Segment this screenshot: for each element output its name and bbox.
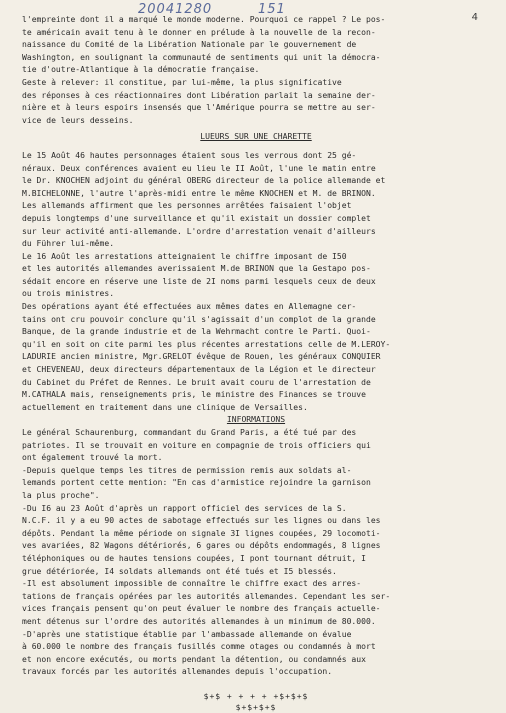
text-line: ou trois ministres. [22, 289, 115, 299]
section-informations [22, 427, 490, 679]
text-line: Le général Schaurenburg, commandant du Grand Paris, a été tué par des [22, 428, 357, 437]
text-line: Des opérations ayant été effectuées aux mêmes dates en Allemagne cer- [22, 302, 357, 312]
text-line: qu'il en soit on cite parmi les plus récentes arrestations celle de M.LEROY- [22, 339, 391, 349]
page-number: 4 [471, 12, 478, 23]
text-line: M.CATHALA mais, renseignements pris, le ministre des Finances se trouve [22, 390, 366, 400]
closing-separator [22, 691, 490, 713]
text-line: à 60.000 le nombre des français fusillés comme otages ou condamnés à mort [22, 642, 376, 652]
text-line: travaux forcés par les autorités allemandes depuis l'occupation. [22, 667, 333, 677]
section-arrests [22, 150, 490, 414]
text-line: ves avariées, 82 Wagons détériorés, 6 gares ou dépôts endommagés, 8 lignes [22, 541, 381, 551]
text-line: te américain avait tenu à le donner en prélude à la nouvelle de la recon- [22, 27, 376, 37]
text-line: Geste à relever: il constitue, par lui-même, la plus significative [22, 77, 342, 87]
text-line: le Dr. KNOCHEN adjoint du général OBERG directeur de la police allemande et [22, 176, 386, 186]
text-line: lemands portent cette mention: "En cas d'armistice rejoindre la garnison [22, 478, 371, 488]
text-line: -D'après une statistique établie par l'ambassade allemande on évalue [22, 629, 352, 639]
handwritten-folio-number: 151 [258, 2, 286, 17]
text-line: ment détenus sur l'ordre des autorités allemandes à un minimum de 80.000. [22, 616, 376, 626]
handwritten-archive-number: 20041280 [138, 2, 213, 17]
text-line: sédait encore en réserve une liste de 2I noms parmi lesquels ceux de deux [22, 276, 376, 286]
text-line: et les autorités allemandes averissaient M.de BRINON que la Gestapo pos- [22, 264, 371, 274]
separator-line: $+$ + + + + +$+$+$ [203, 691, 309, 701]
text-line: naissance du Comité de la Libération Nationale par le gouvernement de [22, 40, 357, 50]
text-line: vice de leurs desseins. [22, 115, 134, 125]
heading-informations: INFORMATIONS [226, 415, 286, 425]
text-line: néraux. Deux conférences avaient eu lieu le II Août, l'une le matin entre [22, 163, 376, 173]
text-line: sur leur activité anti-allemande. L'ordre d'arrestation venait d'ailleurs [22, 226, 376, 236]
text-line: -Du I6 au 23 Août d'après un rapport officiel des services de la S. [22, 503, 347, 513]
text-line: l'empreinte dont il a marqué le monde moderne. Pourquoi ce rappel ? Le pos- [22, 15, 386, 24]
text-line: tie d'outre-Atlantique à la démocratie française. [22, 65, 260, 75]
separator-line: $+$+$+$ [235, 702, 277, 712]
text-line: N.C.F. il y a eu 90 actes de sabotage effectués sur les lignes ou dans les [22, 516, 381, 526]
heading-lueurs-sur-une-charette: LUEURS SUR UNE CHARETTE [200, 132, 312, 142]
text-line: Banque, de la grande industrie et de la Wehrmacht contre le Parti. Quoi- [22, 327, 371, 337]
text-line: ont également trouvé la mort. [22, 453, 163, 463]
text-line: Le 16 Août les arrestations atteignaient le chiffre imposant de I50 [22, 251, 347, 261]
text-line: Washington, en soulignant la communauté de sentiments qui unit la démocra- [22, 52, 381, 62]
text-line: la plus proche". [22, 490, 100, 500]
text-line: tains ont cru pouvoir conclure qu'il s'agissait d'un complot de la grande [22, 314, 376, 324]
text-line: depuis longtemps d'une surveillance et qu'il existait un dossier complet [22, 213, 371, 223]
text-line: actuellement en traitement dans une clinique de Versailles. [22, 402, 308, 412]
text-line: grue détériorée, I4 soldats allemands ont été tués et I5 blessés. [22, 566, 337, 576]
section-editorial [22, 14, 490, 127]
text-line: Les allemands affirment que les personnes arrêtées faisaient l'objet [22, 201, 352, 211]
text-line: et non encore exécutés, ou morts pendant la détention, ou condamnés aux [22, 654, 366, 664]
text-line: patriotes. Il se trouvait en voiture en compagnie de trois officiers qui [22, 440, 371, 450]
text-line: nière et à leurs espoirs insensés que l'Amérique pourra se mettre au ser- [22, 103, 376, 113]
text-line: tations de français opérées par les autorités allemandes. Cependant les ser- [22, 591, 391, 601]
text-line: des réponses à ces réactionnaires dont Libération parlait la semaine der- [22, 90, 376, 100]
text-line: du Führer lui-même. [22, 239, 115, 249]
text-line: téléphoniques ou de hautes tensions coupées, I pont tournant détruit, I [22, 553, 366, 563]
text-line: dépôts. Pendant la même période on signale 3I lignes coupées, 29 locomoti- [22, 528, 381, 538]
text-line: du Cabinet du Préfet de Rennes. Le bruit avait couru de l'arrestation de [22, 377, 371, 387]
text-line: et CHEVENEAU, deux directeurs départementaux de la Légion et le directeur [22, 365, 376, 375]
text-line: Le 15 Août 46 hautes personnages étaient sous les verrous dont 25 gé- [22, 150, 357, 160]
text-line: -Depuis quelque temps les titres de permission remis aux soldats al- [22, 465, 352, 475]
document-body [22, 14, 490, 713]
text-line: -Il est absolument impossible de connaître le chiffre exact des arres- [22, 579, 362, 589]
text-line: M.BICHELONNE, l'autre l'après-midi entre le même KNOCHEN et M. de BRINON. [22, 188, 376, 198]
text-line: LADURIE ancien ministre, Mgr.GRELOT évêque de Rouen, les généraux CONQUIER [22, 352, 381, 362]
text-line: vices français pensent qu'on peut évaluer le nombre des français actuelle- [22, 604, 381, 614]
